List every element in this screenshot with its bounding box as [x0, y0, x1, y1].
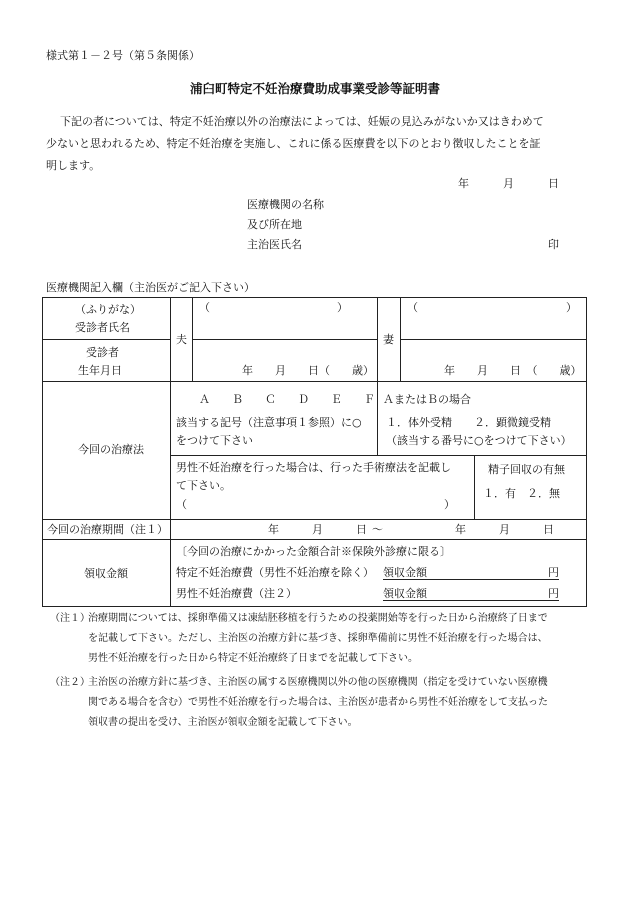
treatment-codes: Ａ Ｂ Ｃ Ｄ Ｅ Ｆ — [199, 393, 375, 406]
codes-instruction-1: 該当する記号（注意事項１参照）に○ — [176, 416, 362, 429]
table-border-bottom — [42, 606, 587, 607]
note1-line-3: 男性不妊治療を行った日から特定不妊治療終了日までを記載して下さい。 — [88, 653, 418, 664]
note2-marker: （注２） — [50, 677, 90, 688]
amount-row1-yen: 円 — [548, 566, 559, 579]
intro-line-1: 下記の者については、特定不妊治療以外の治療法によっては、妊娠の見込みがないか又はきわめて — [60, 115, 544, 128]
sperm-options: １．有 ２．無 — [483, 487, 560, 500]
birth-label-2: 生年月日 — [78, 364, 122, 377]
table-line-row4 — [42, 539, 587, 540]
table-line-wife-col-left — [377, 297, 378, 381]
ab-heading: ＡまたはＢの場合 — [383, 393, 471, 406]
furigana-label: （ふりがな） — [75, 303, 141, 316]
husband-furigana-open: （ — [199, 301, 210, 314]
note2-line-1: 主治医の治療方針に基づき、主治医の属する医療機関以外の他の医療機関（指定を受けていない医療機 — [88, 677, 548, 688]
date-day: 日 — [548, 177, 559, 190]
intro-line-2: 少ないと思われるため、特定不妊治療を実施し、これに係る医療費を以下のとおり徴収したことを証 — [46, 137, 541, 150]
note1-line-2: を記載して下さい。ただし、主治医の治療方針に基づき、採卵準備前に男性不妊治療を行った場合は、 — [88, 633, 548, 644]
amount-row1-label: 特定不妊治療費（男性不妊治療を除く） — [176, 566, 374, 579]
table-line-row2 — [42, 381, 587, 382]
period-tilde: ～ — [372, 523, 383, 536]
male-procedure-open: （ — [176, 498, 187, 511]
institution-name-label: 医療機関の名称 — [247, 198, 324, 211]
table-line-husband-col — [192, 297, 193, 381]
note1-marker: （注１） — [50, 613, 90, 624]
table-line-wife-split — [400, 339, 587, 340]
amount-label: 領収金額 — [84, 567, 128, 580]
note2-line-3: 領収書の提出を受け、主治医が領収金額を記載して下さい。 — [88, 717, 358, 728]
ab-options: １．体外受精 ２．顕微鏡受精 — [386, 416, 551, 429]
male-procedure-close: ） — [444, 498, 455, 511]
note1-line-1: 治療期間については、採卵準備又は凍結胚移植を行うための投薬開始等を行った日から治療終了日まで — [88, 613, 548, 624]
table-border-left — [42, 297, 43, 607]
amount-heading: 〔今回の治療にかかった金額合計※保険外診療に限る〕 — [176, 545, 451, 558]
period-start: 年 月 日 — [268, 523, 367, 536]
table-line-sperm-col — [474, 455, 475, 519]
intro-line-3: 明します。 — [46, 159, 101, 172]
sperm-heading: 精子回収の有無 — [488, 463, 565, 476]
form-number: 様式第１－２号（第５条関係） — [46, 49, 200, 62]
table-border-right — [586, 297, 587, 607]
page-title: 浦臼町特定不妊治療費助成事業受診等証明書 — [189, 81, 440, 96]
wife-furigana-close: ） — [566, 301, 577, 314]
ab-instruction: （該当する番号に○をつけて下さい） — [386, 434, 572, 447]
amount-row1-field — [383, 567, 559, 580]
husband-label: 夫 — [176, 333, 187, 346]
table-line-col1 — [170, 297, 171, 607]
amount-row2-field-label: 領収金額 — [383, 587, 427, 600]
table-line-wife-col-right — [400, 297, 401, 381]
wife-birth-fields: 年 月 日 （ 歳） — [444, 364, 582, 377]
table-line-row3 — [42, 519, 587, 520]
birth-label-1: 受診者 — [86, 346, 119, 359]
amount-row2-field — [383, 588, 559, 601]
table-line-ab-col — [377, 381, 378, 455]
codes-instruction-2: をつけて下さい — [176, 434, 253, 447]
seal-mark: 印 — [548, 238, 559, 251]
table-line-treatment-split — [170, 455, 587, 456]
wife-label: 妻 — [383, 333, 394, 346]
date-year: 年 — [458, 177, 469, 190]
wife-furigana-open: （ — [407, 301, 418, 314]
note2-line-2: 関である場合を含む）で男性不妊治療を行った場合は、主治医が患者から男性不妊治療をして支払った — [88, 697, 548, 708]
table-line-name-split — [42, 339, 170, 340]
patient-name-label: 受診者氏名 — [75, 321, 130, 334]
institution-address-label: 及び所在地 — [247, 218, 302, 231]
amount-row2-label: 男性不妊治療費（注２） — [176, 587, 297, 600]
date-month: 月 — [503, 177, 514, 190]
amount-row2-yen: 円 — [548, 587, 559, 600]
period-end: 年 月 日 — [455, 523, 554, 536]
doctor-name-label: 主治医氏名 — [247, 238, 302, 251]
table-border-top — [42, 297, 587, 298]
section-heading: 医療機関記入欄（主治医がご記入下さい） — [46, 281, 255, 294]
male-instruction-1: 男性不妊治療を行った場合は、行った手術療法を記載し — [176, 461, 451, 474]
amount-row1-field-label: 領収金額 — [383, 566, 427, 579]
table-line-husband-split — [192, 339, 377, 340]
husband-furigana-close: ） — [337, 301, 348, 314]
period-label: 今回の治療期間（注１） — [47, 523, 168, 536]
male-instruction-2: て下さい。 — [176, 479, 231, 492]
treatment-label: 今回の治療法 — [78, 443, 144, 456]
husband-birth-fields: 年 月 日（ 歳） — [242, 364, 374, 377]
